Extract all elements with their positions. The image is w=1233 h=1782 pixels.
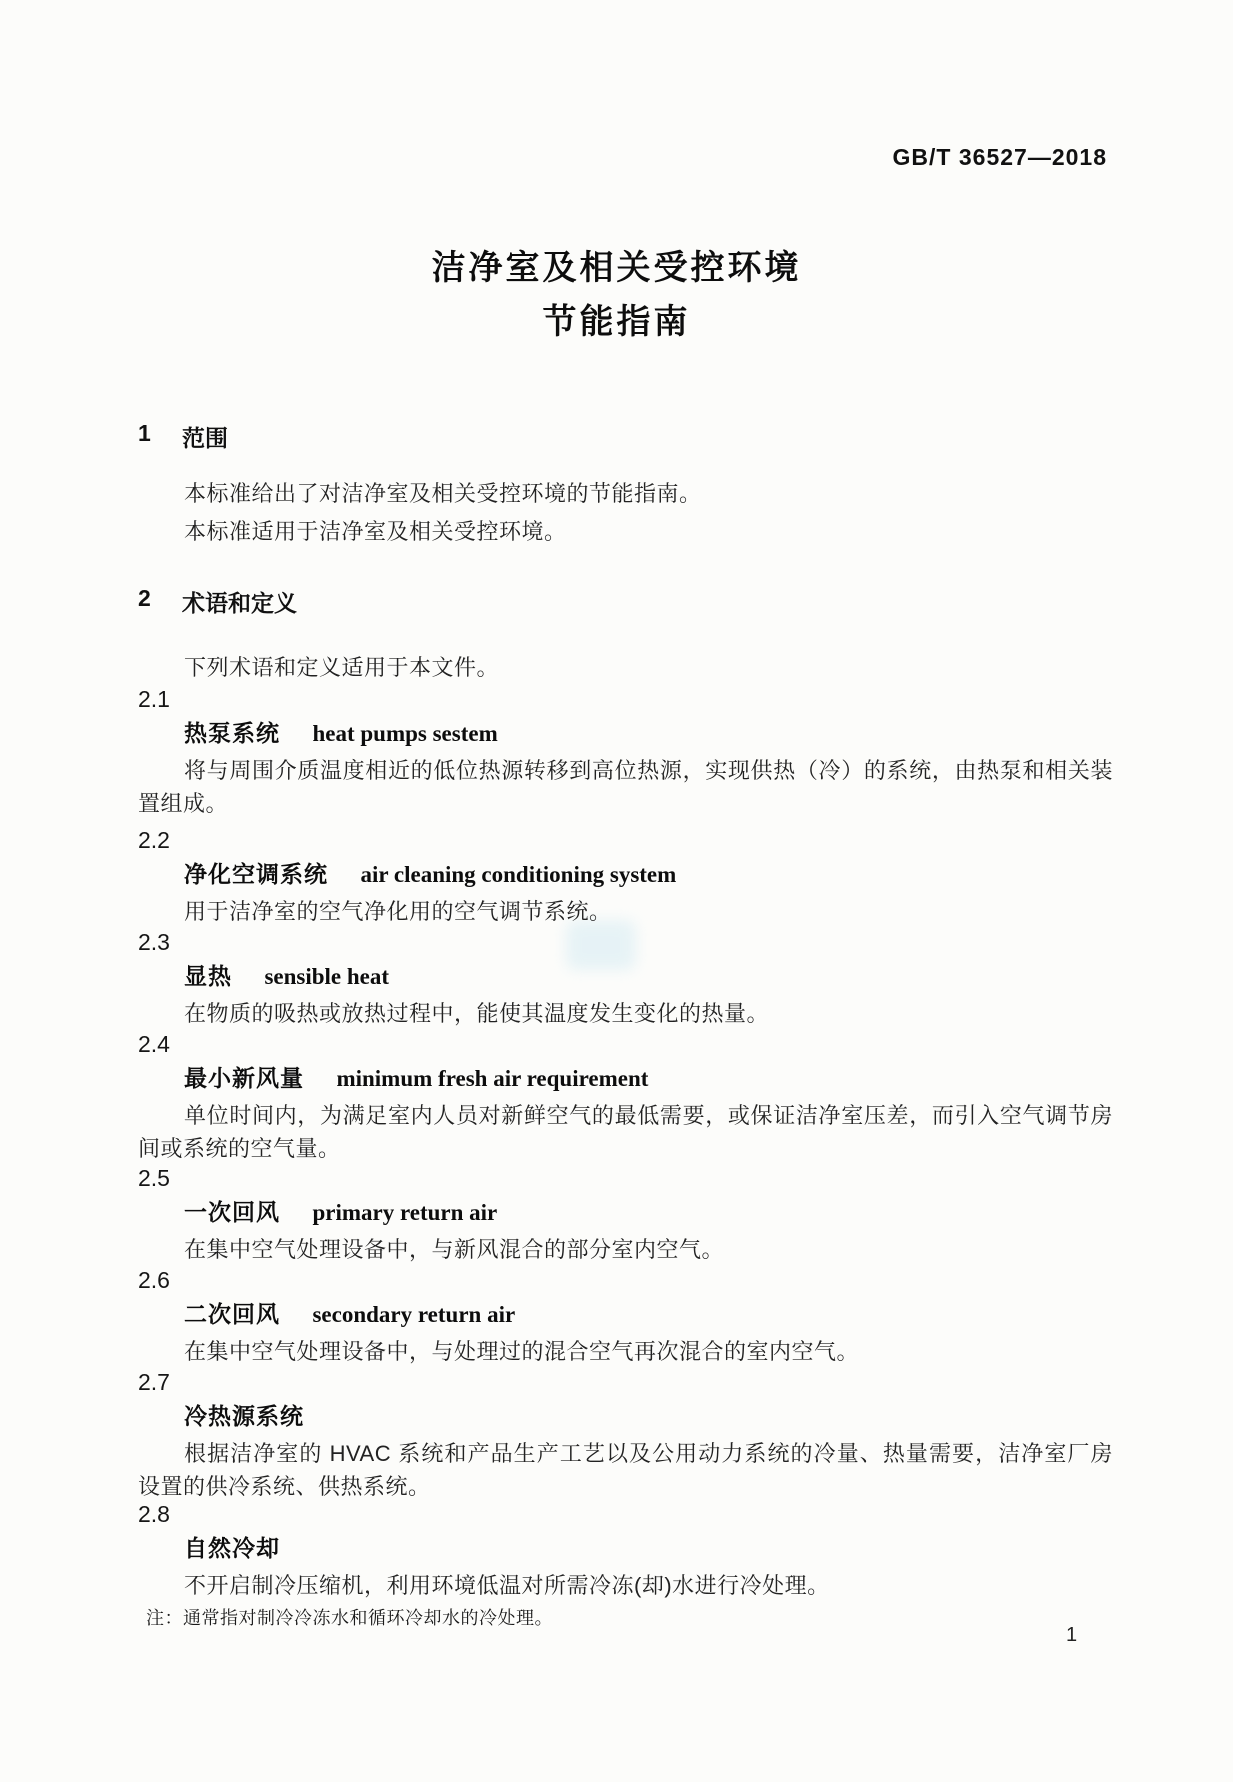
term-name-en: minimum fresh air requirement xyxy=(336,1066,649,1091)
terms-intro: 下列术语和定义适用于本文件。 xyxy=(184,655,500,680)
section-1-number: 1 xyxy=(138,420,151,446)
term-block xyxy=(138,1497,1113,1634)
term-definition: 不开启制冷压缩机，利用环境低温对所需冷冻(却)水进行冷处理。 xyxy=(184,1573,830,1598)
section-2-number: 2 xyxy=(138,585,151,611)
term-name-en: heat pumps sestem xyxy=(312,721,498,746)
term-name xyxy=(138,959,1113,997)
term-number: 2.5 xyxy=(138,1165,170,1191)
term-definition: 在集中空气处理设备中，与新风混合的部分室内空气。 xyxy=(184,1237,725,1262)
term-name xyxy=(138,1399,1113,1437)
section-1-heading xyxy=(138,420,228,453)
term-name xyxy=(138,1297,1113,1335)
section-2-title: 术语和定义 xyxy=(182,590,297,616)
document-title-line1: 洁净室及相关受控环境 xyxy=(431,249,802,287)
term-name-en: air cleaning conditioning system xyxy=(360,862,677,887)
term-note: 注：通常指对制冷冷冻水和循环冷却水的冷处理。 xyxy=(146,1608,553,1628)
term-name xyxy=(138,716,1113,754)
term-name-zh: 一次回风 xyxy=(184,1199,280,1225)
term-block xyxy=(138,1263,1113,1368)
document-title-line2: 节能指南 xyxy=(542,303,691,341)
term-number: 2.8 xyxy=(138,1501,170,1527)
standard-code: GB/T 36527—2018 xyxy=(892,144,1107,170)
term-name xyxy=(138,857,1113,895)
term-definition: 在集中空气处理设备中，与处理过的混合空气再次混合的室内空气。 xyxy=(184,1339,860,1364)
page-number: 1 xyxy=(1066,1624,1078,1646)
term-name-zh: 自然冷却 xyxy=(184,1535,280,1561)
term-definition: 单位时间内，为满足室内人员对新鲜空气的最低需要，或保证洁净室压差，而引入空气调节房间或系统的空气量。 xyxy=(138,1103,1113,1161)
term-name-en: sensible heat xyxy=(264,964,390,989)
term-name-zh: 冷热源系统 xyxy=(184,1403,304,1429)
scope-paragraph-1: 本标准给出了对洁净室及相关受控环境的节能指南。 xyxy=(184,481,702,506)
section-1-title: 范围 xyxy=(182,425,228,451)
term-name-zh: 最小新风量 xyxy=(184,1065,304,1091)
term-number: 2.3 xyxy=(138,929,170,955)
term-number: 2.7 xyxy=(138,1369,170,1395)
term-name-zh: 二次回风 xyxy=(184,1301,280,1327)
term-number: 2.4 xyxy=(138,1031,170,1057)
term-name-en: secondary return air xyxy=(312,1302,516,1327)
term-name-zh: 净化空调系统 xyxy=(184,861,328,887)
term-name-zh: 显热 xyxy=(184,963,232,989)
term-block xyxy=(138,1027,1113,1165)
term-block xyxy=(138,682,1113,820)
term-number: 2.2 xyxy=(138,827,170,853)
term-block xyxy=(138,823,1113,928)
term-block xyxy=(138,1365,1113,1503)
term-number: 2.1 xyxy=(138,686,170,712)
term-definition: 在物质的吸热或放热过程中，能使其温度发生变化的热量。 xyxy=(184,1001,770,1026)
term-block xyxy=(138,925,1113,1030)
term-name xyxy=(138,1195,1113,1233)
term-definition: 用于洁净室的空气净化用的空气调节系统。 xyxy=(184,899,612,924)
term-number: 2.6 xyxy=(138,1267,170,1293)
scope-paragraph-2: 本标准适用于洁净室及相关受控环境。 xyxy=(184,519,567,544)
section-2-heading xyxy=(138,585,297,618)
document-title xyxy=(0,248,1233,342)
term-definition: 根据洁净室的 HVAC 系统和产品生产工艺以及公用动力系统的冷量、热量需要，洁净室厂房设置的供冷系统、供热系统。 xyxy=(138,1441,1113,1499)
term-name xyxy=(138,1531,1113,1569)
term-name xyxy=(138,1061,1113,1099)
term-name-zh: 热泵系统 xyxy=(184,720,280,746)
term-definition: 将与周围介质温度相近的低位热源转移到高位热源，实现供热（冷）的系统，由热泵和相关装置组成。 xyxy=(138,758,1113,816)
term-block xyxy=(138,1161,1113,1266)
term-name-en: primary return air xyxy=(312,1200,498,1225)
